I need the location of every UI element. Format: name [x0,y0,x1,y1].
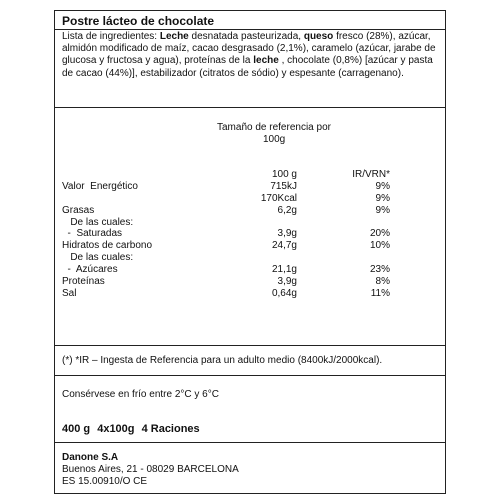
nutrition-header-row [62,169,442,181]
ingredient-segment: Lista de ingredientes: [62,31,160,42]
nutrient-name: Sal [62,287,77,299]
nutrition-row [62,193,442,205]
nutrient-value: 0,64g [271,287,297,299]
divider [55,375,445,376]
nutrient-value: 24,7g [271,240,297,252]
ingredient-segment: , chocolate (0,8%) [azúcar y pasta de cacao (44%)], estabilizador (citratos de sódio) y espesante (carragenano). [62,55,433,79]
product-title: Postre lácteo de chocolate [55,11,445,30]
nutrition-row [62,276,442,288]
nutrient-percent: 9% [375,180,390,192]
nutrient-percent: 8% [375,276,390,288]
nutrient-value: 21,1g [271,264,297,276]
ingredient-segment: queso [303,31,334,42]
unit-weight: 4x100g [97,423,135,435]
nutrition-row [62,228,442,240]
company-name: Danone S.A [62,452,119,463]
reference-label: Tamaño de referencia por [217,122,331,133]
nutrient-percent: 10% [369,240,390,252]
nutrient-value: 3,9g [277,228,297,240]
reference-amount: 100g [263,134,286,145]
nutrient-name: De las cuales: [62,216,134,228]
header-per-100g: 100 g [271,169,297,180]
storage-instructions: Consérvese en frío entre 2°C y 6°C [62,389,219,400]
nutrient-name: De las cuales: [62,252,134,264]
net-weight: 400 g [62,423,91,435]
nutrition-table [62,169,442,300]
nutrition-label [54,10,446,494]
nutrient-name: - Saturadas [62,228,123,240]
nutrition-row [62,217,442,229]
nutrient-value: 715kJ [270,180,297,192]
nutrient-percent: 23% [369,264,390,276]
nutrition-row [62,240,442,252]
nutrient-name: Grasas [62,204,95,216]
divider [55,442,445,443]
ingredient-segment: Leche [159,31,189,42]
nutrient-name: Hidratos de carbono [62,240,153,252]
nutrient-value: 6,2g [277,204,297,216]
nutrition-row [62,288,442,300]
nutrient-value: 170Kcal [260,192,297,204]
nutrient-name: - Azúcares [62,264,118,276]
nutrient-percent: 9% [375,204,390,216]
header-ir-vrn: IR/VRN* [352,169,390,180]
ingredients-list [62,31,442,80]
divider [55,345,445,346]
registry-code: ES 15.00910/O CE [62,476,148,488]
portions: 4 Raciones [141,423,200,435]
package-weights [62,423,204,435]
company-address: Buenos Aires, 21 - 08029 BARCELONA [62,464,239,476]
nutrition-row [62,181,442,193]
nutrition-row [62,205,442,217]
nutrition-row [62,252,442,264]
nutrient-name: Proteínas [62,276,105,288]
ingredient-segment: desnatada pasteurizada, [188,31,304,42]
nutrition-row [62,264,442,276]
nutrient-percent: 11% [370,287,390,299]
footnote: (*) *IR – Ingesta de Referencia para un adulto medio (8400kJ/2000kcal). [62,355,383,366]
manufacturer-info [62,452,239,489]
ingredient-segment: leche [253,55,279,67]
nutrient-percent: 20% [369,228,390,240]
divider [55,107,445,108]
ingredient-segment: fresco (28%), azúcar, almidón modificado de maíz, cacao desgrasado (2,1%), caramelo (azúcar, jarabe de glucosa y fructosa y agua), proteínas de la [62,31,436,67]
nutrient-value: 3,9g [277,276,297,288]
nutrient-percent: 9% [375,192,390,204]
nutrient-name: Valor Energético [62,180,138,192]
